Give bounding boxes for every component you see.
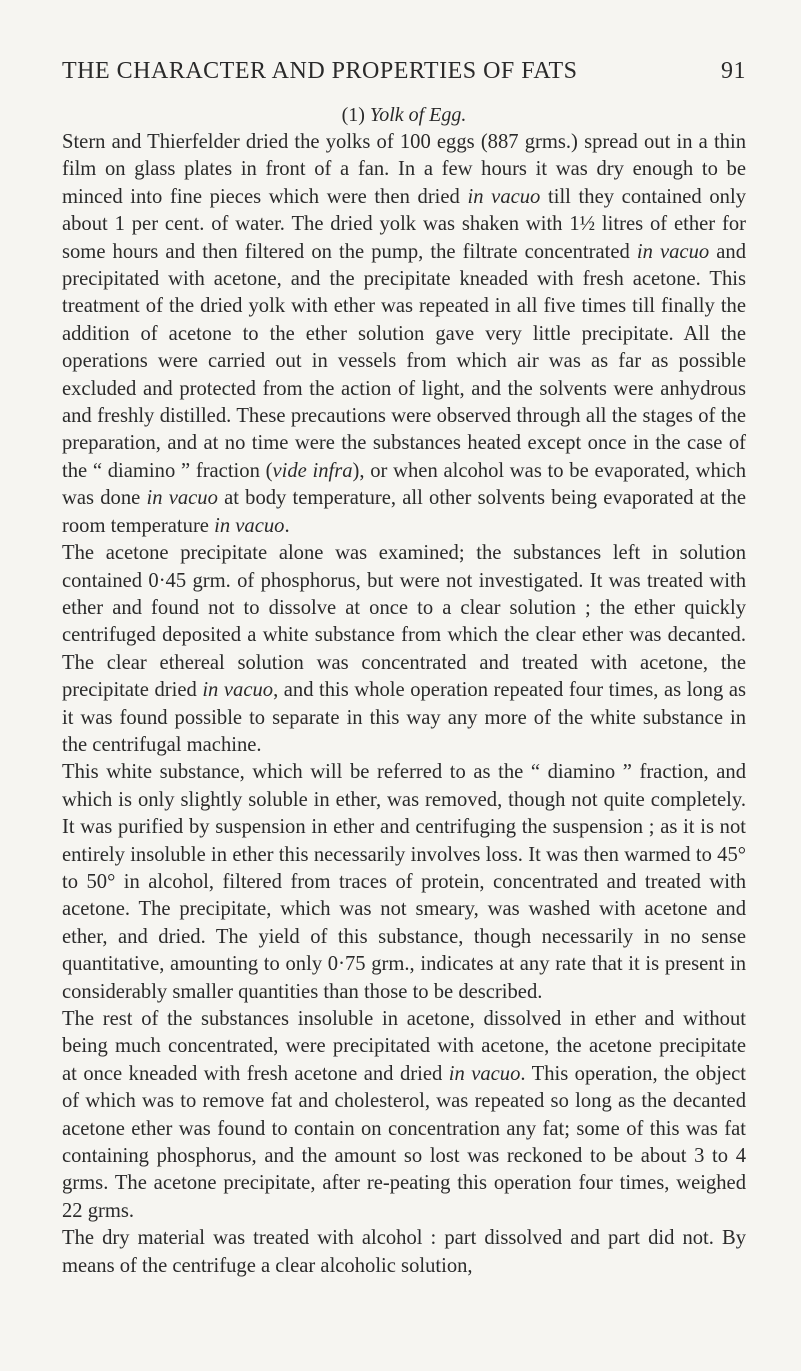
section-number: (1) [341, 104, 365, 126]
book-page [62, 58, 746, 1280]
italic-phrase: in vacuo [202, 679, 274, 702]
text-run: at body temperature, all other solvents being evaporated at the room temperature [62, 487, 746, 537]
paragraph [62, 759, 746, 1006]
italic-phrase: in vacuo [467, 185, 541, 208]
paragraph [62, 129, 746, 540]
text-run: This white substance, which will be referred to as the “ diamino ” fraction, and which is only slightly soluble in ether, was removed, though not quite completely. It was purified by suspension in ether and centrifuging the suspension ; as it is not entirely insoluble in ether this necessarily involves loss. It was then warmed to 45° to 50° in alcohol, filtered from traces of protein, concentrated and treated with acetone. The precipitate, which was not smeary, was washed with acetone and ether, and dried. The yield of this substance, though necessarily in no sense quantitative, amounting to only 0·75 grm., indicates at any rate that it is present in considerably smaller quantities than those to be described. [62, 761, 746, 1003]
text-run: The acetone precipitate alone was examined; the substances left in solution contained 0·45 grm. of phosphorus, but were not investigated. It was treated with ether and found not to dissolve at once to a clear solution ; the ether quickly centrifuged deposited a white substance from which the clear ether was decanted. The clear ethereal solution was concentrated and treated with acetone, the precipitate dried [62, 542, 746, 702]
running-head [62, 58, 746, 92]
text-run: Stern and Thierfelder dried the yolks of 100 eggs (887 grms.) spread out in a thin film on glass plates in front of a fan. In a few hours it was dry enough to be minced into fine pieces which were then dried [62, 131, 746, 208]
italic-phrase: in vacuo [636, 240, 710, 263]
text-run: . This operation, the object of which was to remove fat and cholesterol, was repeated so long as the decanted acetone ether was found to contain on concentration any fat; some of this was fat containing phosphorus, and the amount so lost was reckoned to be about 3 to 4 grms. The acetone precipitate, after re-peating this operation four times, weighed 22 grms. [62, 1062, 746, 1222]
text-run: The rest of the substances insoluble in acetone, dissolved in ether and without being much concentrated, were precipitated with acetone, the acetone precipitate at once kneaded with fresh acetone and dried [62, 1008, 746, 1085]
paragraph [62, 540, 746, 759]
italic-phrase: in vacuo [448, 1062, 521, 1085]
running-title: THE CHARACTER AND PROPERTIES OF FATS [62, 58, 578, 84]
page-number: 91 [721, 58, 746, 84]
italic-phrase: in vacuo [214, 514, 285, 537]
italic-phrase: in vacuo [146, 487, 218, 510]
body-text [62, 129, 746, 1280]
section-title: Yolk of Egg. [369, 104, 467, 126]
text-run: till they contained only about 1 per cent. of water. The dried yolk was shaken with 1½ litres of ether for some hours and then filtered on the pump, the filtrate concentrated [62, 185, 746, 263]
text-run: and precipitated with acetone, and the precipitate kneaded with fresh acetone. This treatment of the dried yolk with ether was repeated in all five times till finally the addition of acetone to the ether solution gave very little precipitate. All the operations were carried out in vessels from which air was as far as possible excluded and protected from the action of light, and the solvents were anhydrous and freshly distilled. These precautions were observed through all the stages of the preparation, and at no time were the substances heated except once in the case of the “ diamino ” fraction ( [62, 240, 746, 482]
paragraph [62, 1006, 746, 1225]
paragraph [62, 1225, 746, 1280]
section-heading [62, 102, 746, 129]
text-run: The dry material was treated with alcohol : part dissolved and part did not. By means of the centrifuge a clear alcoholic solution, [62, 1227, 746, 1277]
text-run: , and this whole operation repeated four times, as long as it was found possible to separate in this way any more of the white substance in the centrifugal machine. [62, 679, 747, 756]
text-run: ), or when alcohol was to be evaporated, which was done [62, 459, 746, 510]
italic-phrase: vide infra [272, 459, 353, 482]
text-run: . [284, 514, 290, 537]
